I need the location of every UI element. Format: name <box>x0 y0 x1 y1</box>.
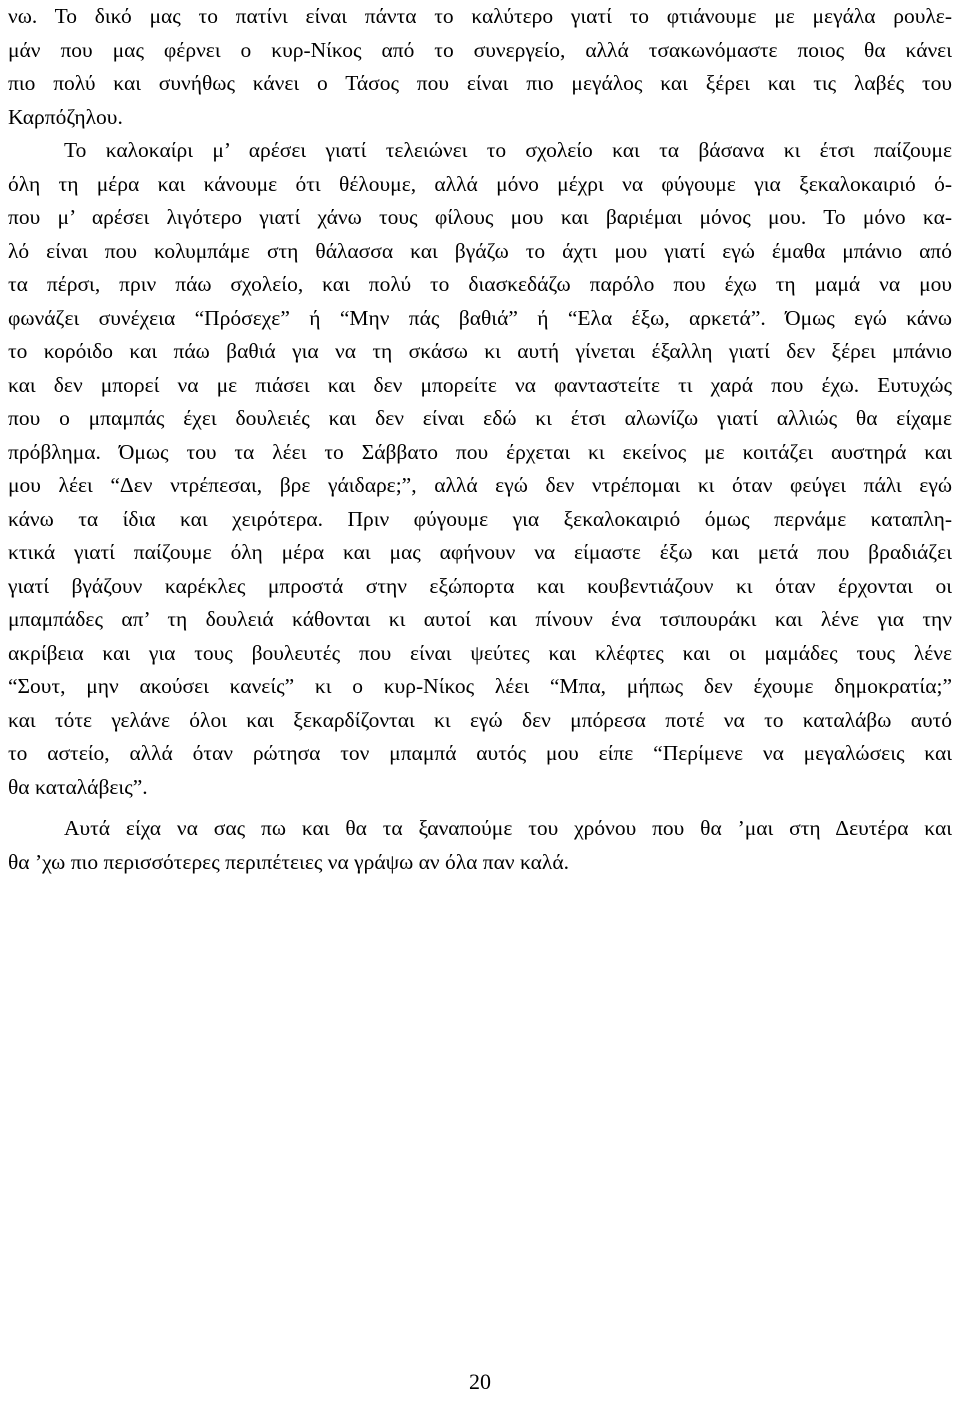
text-line: πιο πολύ και συνήθως κάνει ο Τάσος που είναι πιο μεγάλος και ξέρει και τις λαβές του <box>8 71 952 95</box>
paragraph-gap <box>8 804 952 812</box>
page-number: 20 <box>469 1369 491 1394</box>
text-line: ακρίβεια και για τους βουλευτές που είναι ψεύτες και κλέφτες και οι μαμάδες τους λένε <box>8 640 952 665</box>
text-line: μου λέει “Δεν ντρέπεσαι, βρε γάιδαρε;”, αλλά εγώ δεν ντρέπομαι κι όταν φεύγει πάλι εγώ <box>8 473 952 497</box>
text-line: νω. Το δικό μας το πατίνι είναι πάντα το καλύτερο γιατί το φτιάνουμε με μεγάλα ρουλε- <box>8 4 952 28</box>
paragraph-3 <box>8 812 952 879</box>
body-text <box>8 0 952 879</box>
text-line: θα καταλάβεις”. <box>8 774 148 799</box>
text-line: κτικά γιατί παίζουμε όλη μέρα και μας αφήνουν να είμαστε έξω και μετά που βραδιάζει <box>8 540 952 564</box>
text-line: Καρπόζηλου. <box>8 104 123 129</box>
text-line: λό είναι που κολυμπάμε στη θάλασσα και βγάζω το άχτι μου γιατί εγώ έμαθα μπάνιο από <box>8 238 952 263</box>
text-line: “Σουτ, μην ακούσει κανείς” κι ο κυρ-Νίκος λέει “Μπα, μήπως δεν έχουμε δημοκρατία;” <box>8 674 952 698</box>
paragraph-1 <box>8 0 952 134</box>
text-line: και δεν μπορεί να με πιάσει και δεν μπορείτε να φανταστείτε τι χαρά που έχω. Ευτυχώς <box>8 372 952 397</box>
text-line: μπαμπάδες απ’ τη δουλειά κάθονται κι αυτοί και πίνουν ένα τσιπουράκι και λένε για την <box>8 607 952 631</box>
text-line: που ο μπαμπάς έχει δουλειές και δεν είναι εδώ κι έτσι αλωνίζω γιατί αλλιώς θα είχαμε <box>8 406 952 430</box>
text-line: Αυτά είχα να σας πω και θα τα ξαναπούμε του χρόνου που θα ’μαι στη Δευτέρα και <box>64 816 952 840</box>
text-line: γιατί βγάζουν καρέκλες μπροστά στην εξώπορτα και κουβεντιάζουν κι όταν έρχονται οι <box>8 573 952 598</box>
text-line: μάν που μας φέρνει ο κυρ-Νίκος από το συνεργείο, αλλά τσακωνόμαστε ποιος θα κάνει <box>8 37 952 62</box>
text-line: το αστείο, αλλά όταν ρώτησα τον μπαμπά αυτός μου είπε “Περίμενε να μεγαλώσεις και <box>8 741 952 765</box>
paragraph-2 <box>8 134 952 804</box>
text-line: όλη τη μέρα και κάνουμε ότι θέλουμε, αλλά μόνο μέχρι να φύγουμε για ξεκαλοκαιριό ό- <box>8 171 952 196</box>
text-line: τα πέρσι, πριν πάω σχολείο, και πολύ το διασκεδάζω παρόλο που έχω τη μαμά να μου <box>8 272 952 296</box>
text-line: που μ’ αρέσει λιγότερο γιατί χάνω τους φίλους μου και βαριέμαι μόνος μου. Το μόνο κα- <box>8 205 952 229</box>
text-line: κάνω τα ίδια και χειρότερα. Πριν φύγουμε για ξεκαλοκαιριό όμως περνάμε καταπλη- <box>8 506 952 531</box>
text-line: φωνάζει συνέχεια “Πρόσεχε” ή “Μην πάς βαθιά” ή “Ελα έξω, αρκετά”. Όμως εγώ κάνω <box>8 305 952 330</box>
text-line: το κορόιδο και πάω βαθιά για να τη σκάσω κι αυτή γίνεται έξαλλη γιατί δεν ξέρει μπάνιο <box>8 339 952 363</box>
text-line: πρόβλημα. Όμως του τα λέει το Σάββατο που έρχεται κι εκείνος με κοιτάζει αυστηρά και <box>8 439 952 464</box>
text-line: θα ’χω πιο περισσότερες περιπέτειες να γράψω αν όλα παν καλά. <box>8 849 569 874</box>
text-line: Το καλοκαίρι μ’ αρέσει γιατί τελειώνει το σχολείο και τα βάσανα κι έτσι παίζουμε <box>64 138 952 162</box>
text-line: και τότε γελάνε όλοι και ξεκαρδίζονται κι εγώ δεν μπόρεσα ποτέ να το καταλάβω αυτό <box>8 707 952 732</box>
